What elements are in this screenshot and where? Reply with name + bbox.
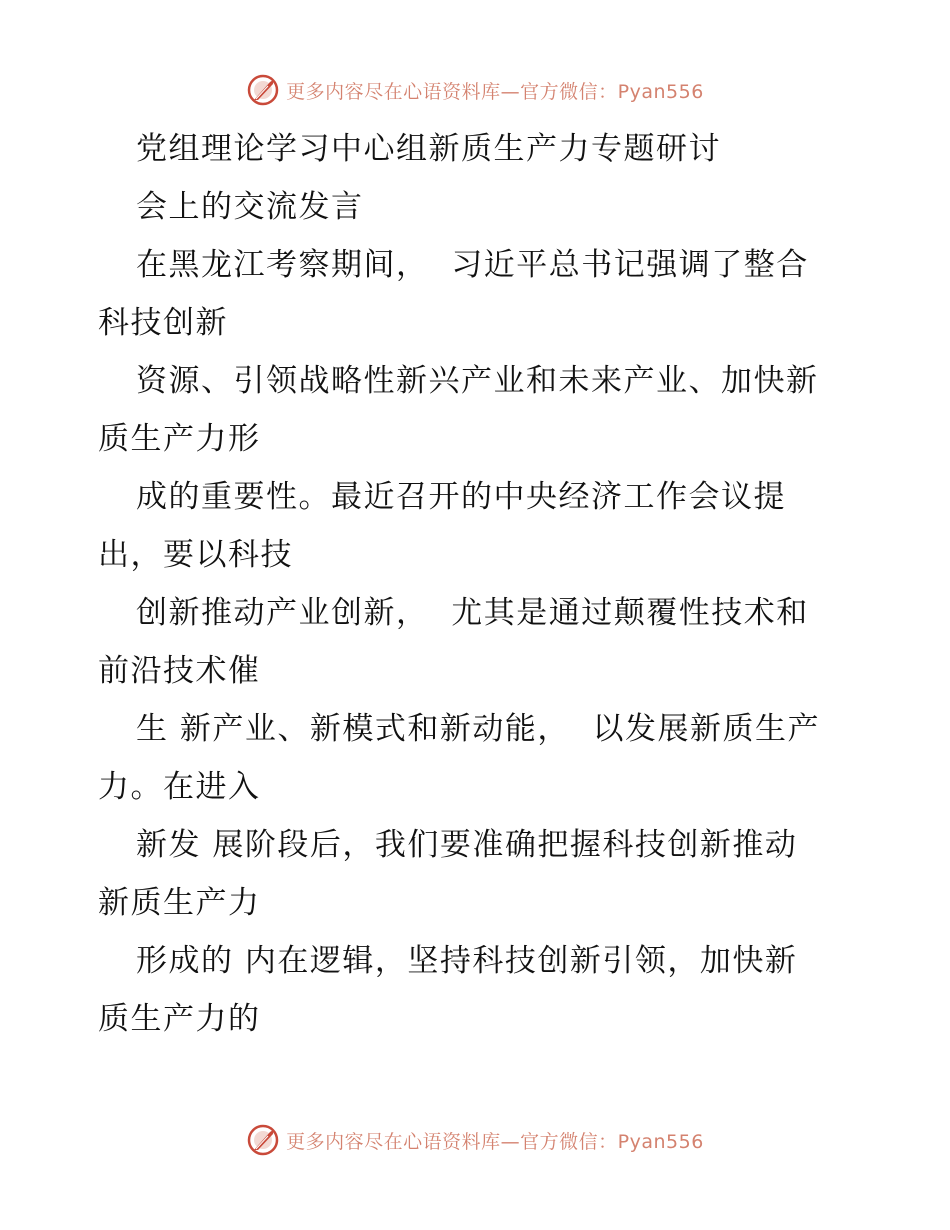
text-line: 质生产力形 [98,421,261,457]
watermark-text: 更多内容尽在心语资料库—官方微信：Pyan556 [286,1130,704,1153]
document-body [98,120,898,1048]
watermark-text: 更多内容尽在心语资料库—官方微信：Pyan556 [286,80,704,103]
text-line: 创新推动产业创新， 尤其是通过颠覆性技术和 [136,595,809,631]
footer-watermark [0,1120,950,1160]
text-line: 科技创新 [98,305,228,341]
text-line: 新质生产力 [98,885,261,921]
feather-pen-badge-icon [246,73,280,107]
text-line: 前沿技术催 [98,653,261,689]
text-line: 在黑龙江考察期间， 习近平总书记强调了整合 [136,247,809,283]
text-line: 资源、引领战略性新兴产业和未来产业、加快新 [136,363,819,399]
text-line: 会上的交流发言 [136,189,364,225]
text-line: 新发 展阶段后，我们要准确把握科技创新推动 [136,827,798,863]
text-line: 党组理论学习中心组新质生产力专题研讨 [136,131,721,167]
text-line: 质生产力的 [98,1001,261,1037]
text-line: 力。在进入 [98,769,261,805]
header-watermark [0,70,950,110]
text-line: 生 新产业、新模式和新动能， 以发展新质生产 [136,711,821,747]
text-line: 成的重要性。最近召开的中央经济工作会议提 [136,479,786,515]
text-line: 出，要以科技 [98,537,293,573]
feather-pen-badge-icon [246,1123,280,1157]
text-line: 形成的 内在逻辑，坚持科技创新引领，加快新 [136,943,798,979]
